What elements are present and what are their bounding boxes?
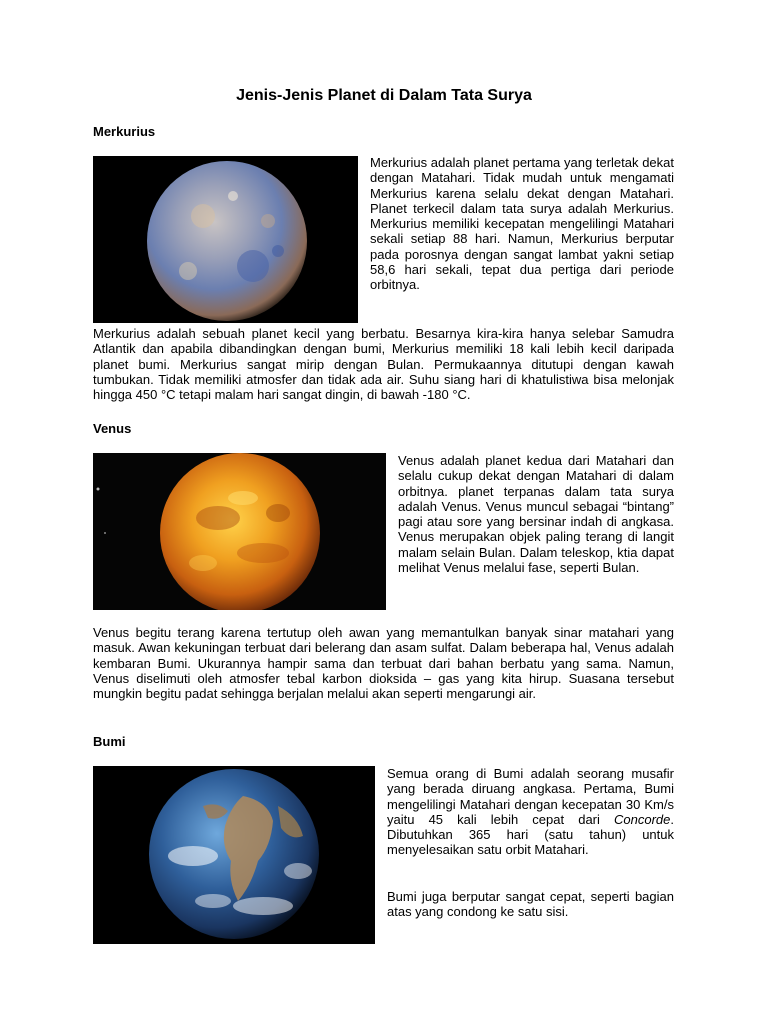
bumi-side-text: [387, 766, 674, 858]
page-title: Jenis-Jenis Planet di Dalam Tata Surya: [236, 87, 532, 104]
venus-body-text: Venus begitu terang karena tertutup oleh awan yang memantulkan banyak sinar matahari yang masuk. Awan kekuningan terbuat dari belerang dan asam sulfat. Dalam beberapa hal, Venus adalah kembaran Bumi. Ukurannya hampir sama dan terbuat dari bahan berbatu yang sama. Namun, Venus diselimuti oleh atmosfer tebal karbon dioksida – gas yang kita hirup. Suasana tersebut mungkin begitu padat sehingga berjalan melalui akan seperti mengarungi air.: [93, 625, 674, 702]
bumi-text-pre: Semua orang di Bumi adalah seorang musafir yang berada diruang angkasa. Pertama, Bumi mengelilingi Matahari dengan kecepatan 30 Km/s yaitu 45 kali lebih cepat dari: [387, 766, 674, 827]
section-heading-merkurius: Merkurius: [93, 124, 156, 139]
bumi-text-concorde: Concorde: [614, 811, 671, 827]
bumi-side-text-2: Bumi juga berputar sangat cepat, seperti bagian atas yang condong ke satu sisi.: [387, 889, 674, 920]
merkurius-side-text: Merkurius adalah planet pertama yang terletak dekat dengan Matahari. Tidak mudah untuk mengamati Merkurius karena selalu dekat dengan Matahari. Planet terkecil dalam tata surya adalah Merkurius. Merkurius memiliki kecepatan mengelilingi Matahari sekali setiap 88 hari. Namun, Merkurius berputar pada porosnya dengan sangat lambat yakni setiap 58,6 hari sekali, tepat dua pertiga dari periode orbitnya.: [370, 155, 674, 293]
venus-image: [93, 453, 386, 610]
bumi-text-post: . Dibutuhkan 365 hari (satu tahun) untuk menyelesaikan satu orbit Matahari.: [387, 811, 674, 858]
earth-image: [93, 766, 375, 944]
section-heading-bumi: Bumi: [93, 734, 126, 749]
venus-side-text: Venus adalah planet kedua dari Matahari dan selalu cukup dekat dengan Matahari di dalam orbitnya. planet terpanas dalam tata surya adalah Venus. Venus muncul sebagai “bintang” pagi atau sore yang bersinar indah di angkasa. Venus merupakan objek paling terang di langit malam selain Bulan. Dalam teleskop, ktia dapat melihat Venus melalui fase, seperti Bulan.: [398, 453, 674, 576]
mercury-image: [93, 156, 358, 323]
section-heading-venus: Venus: [93, 421, 132, 436]
merkurius-body-text: Merkurius adalah sebuah planet kecil yang berbatu. Besarnya kira-kira hanya selebar Samudra Atlantik dan apabila dibandingkan dengan bumi, Merkurius memiliki 18 kali lebih kecil daripada planet bumi. Merkurius sangat mirip dengan Bulan. Permukaannya ditutupi dengan kawah tumbukan. Tidak memiliki atmosfer dan tidak ada air. Suhu siang hari di khatulistiwa bisa melonjak hingga 450 °C tetapi malam hari sangat dingin, di bawah -180 °C.: [93, 326, 674, 403]
